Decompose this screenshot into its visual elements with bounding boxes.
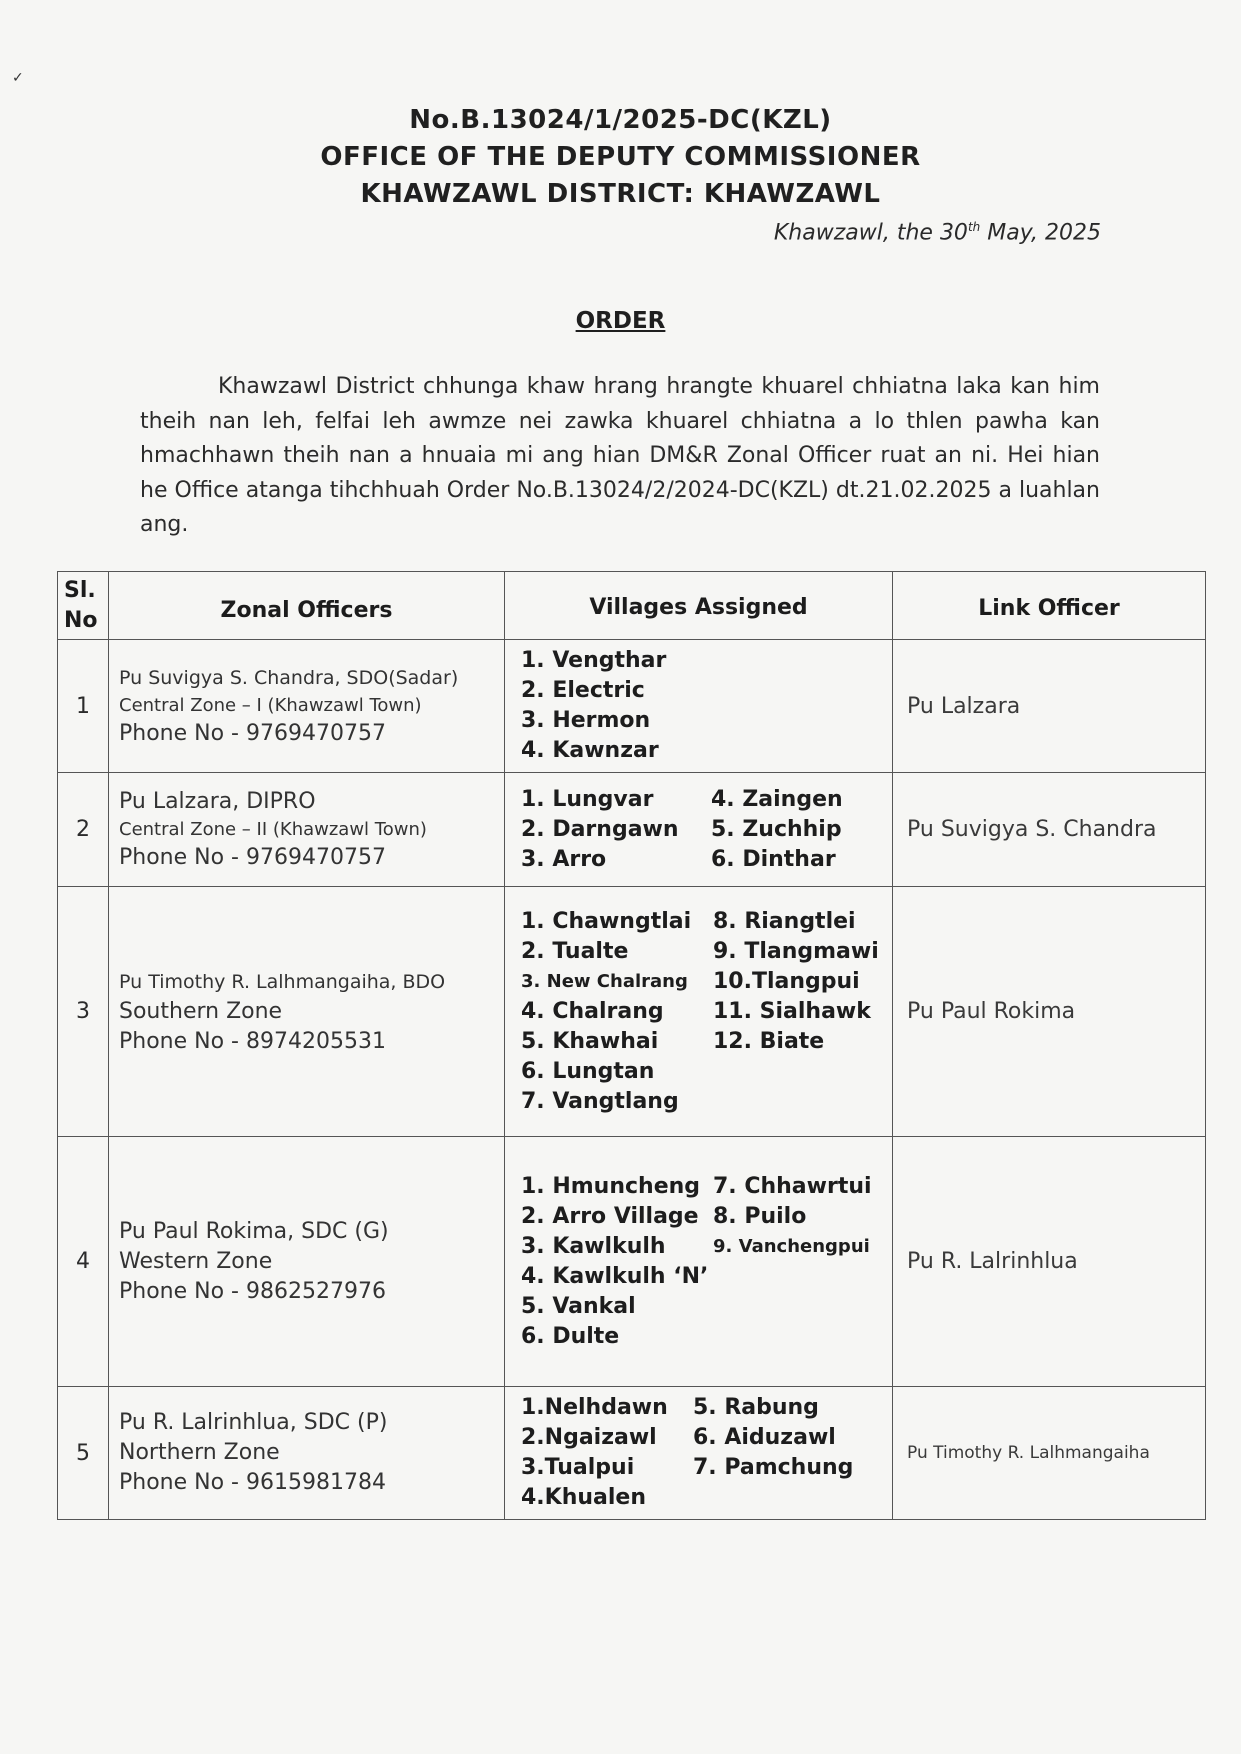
zonal-officer-cell	[109, 773, 505, 887]
village-item: 1.Nelhdawn	[521, 1395, 668, 1420]
order-body-paragraph: Khawzawl District chhunga khaw hrang hrangte khuarel chhiatna laka kan him theih nan leh, felfai leh awmze nei zawka khuarel chhiatna a lo thlen pawha kan hmachhawn theih nan a hnuaia mi ang hian DM&R Zonal Officer ruat an ni. Hei hian he Office atanga tihchhuah Order No.B.13024/2/2024-DC(KZL) dt.21.02.2025 a luahlan ang.	[140, 374, 1100, 537]
officer-name: Pu Suvigya S. Chandra, SDO(Sadar)	[119, 667, 459, 689]
village-item: 1. Chawngtlai	[521, 908, 692, 934]
district-title: KHAWZAWL DISTRICT: KHAWZAWL	[360, 179, 881, 209]
officer-phone: Phone No - 9862527976	[119, 1278, 386, 1304]
villages-cell	[505, 640, 893, 773]
village-item: 9. Tlangmawi	[713, 938, 879, 964]
header-link-officer: Link Officer	[893, 572, 1206, 640]
village-item: 6. Dulte	[521, 1323, 620, 1349]
table-row	[58, 1137, 1206, 1387]
header-zonal-officers: Zonal Officers	[109, 572, 505, 640]
officer-phone: Phone No - 9769470757	[119, 721, 386, 746]
village-item: 3. Arro	[521, 846, 607, 872]
table-row	[58, 773, 1206, 887]
villages-column-left	[521, 1393, 671, 1513]
village-item: 2. Electric	[521, 678, 645, 703]
order-heading: ORDER	[575, 308, 666, 334]
table-header-row	[58, 572, 1206, 640]
villages-cell	[505, 1387, 893, 1520]
officer-name: Pu Paul Rokima, SDC (G)	[119, 1218, 389, 1244]
officer-phone: Phone No - 8974205531	[119, 1028, 386, 1054]
villages-column-left	[521, 646, 666, 766]
date-ordinal-suffix: th	[967, 220, 981, 234]
table-row	[58, 887, 1206, 1137]
zonal-officers-table	[57, 571, 1206, 1520]
village-item: 4. Zaingen	[711, 786, 843, 812]
village-item: 5. Rabung	[693, 1395, 819, 1420]
table-row	[58, 1387, 1206, 1520]
reference-number: No.B.13024/1/2025-DC(KZL)	[409, 105, 832, 135]
officer-name: Pu R. Lalrinhlua, SDC (P)	[119, 1410, 388, 1435]
row-sl-no: 3	[58, 887, 109, 1137]
village-item: 4.Khualen	[521, 1485, 647, 1510]
officer-name: Pu Lalzara, DIPRO	[119, 788, 316, 814]
village-item: 10.Tlangpui	[713, 968, 860, 994]
village-item: 3. Kawlkulh	[521, 1233, 666, 1259]
zonal-officer-cell	[109, 640, 505, 773]
village-item: 3. New Chalrang	[521, 970, 688, 992]
village-item: 7. Chhawrtui	[713, 1173, 872, 1199]
villages-column-left	[521, 907, 701, 1117]
link-officer-cell: Pu Suvigya S. Chandra	[893, 773, 1206, 887]
link-officer-cell: Pu Paul Rokima	[893, 887, 1206, 1137]
village-item: 2. Darngawn	[521, 816, 679, 842]
office-title: OFFICE OF THE DEPUTY COMMISSIONER	[320, 142, 921, 172]
villages-column-right	[713, 907, 879, 1117]
row-sl-no: 2	[58, 773, 109, 887]
row-sl-no: 4	[58, 1137, 109, 1387]
village-item: 1. Vengthar	[521, 648, 667, 673]
villages-column-left	[521, 785, 691, 875]
place-date-prefix: Khawzawl, the 30	[773, 220, 968, 246]
village-item: 1. Hmuncheng	[521, 1173, 701, 1199]
officer-zone: Central Zone – I (Khawzawl Town)	[119, 695, 422, 716]
village-item: 2. Tualte	[521, 938, 629, 964]
zonal-officer-cell	[109, 1137, 505, 1387]
villages-column-left	[521, 1172, 709, 1352]
zonal-officer-cell	[109, 887, 505, 1137]
village-item: 2. Arro Village	[521, 1203, 699, 1229]
village-item: 7. Vangtlang	[521, 1088, 679, 1114]
village-item: 4. Kawnzar	[521, 738, 659, 763]
village-item: 3. Hermon	[521, 708, 651, 733]
link-officer-cell: Pu Lalzara	[893, 640, 1206, 773]
officer-zone: Southern Zone	[119, 998, 283, 1024]
table-row	[58, 640, 1206, 773]
villages-cell	[505, 1137, 893, 1387]
margin-tick-mark: ✓	[12, 70, 24, 86]
village-item: 6. Lungtan	[521, 1058, 655, 1084]
village-item: 9. Vanchengpui	[713, 1235, 870, 1257]
officer-zone: Central Zone – II (Khawzawl Town)	[119, 818, 427, 840]
village-item: 6. Dinthar	[711, 846, 836, 872]
link-officer-cell: Pu Timothy R. Lalhmangaiha	[893, 1387, 1206, 1520]
villages-column-right	[713, 1172, 872, 1352]
officer-phone: Phone No - 9769470757	[119, 844, 386, 870]
village-item: 7. Pamchung	[693, 1455, 854, 1480]
village-item: 4. Chalrang	[521, 998, 664, 1024]
place-date-rest: May, 2025	[980, 220, 1101, 246]
village-item: 5. Vankal	[521, 1293, 636, 1319]
village-item: 8. Puilo	[713, 1203, 807, 1229]
officer-zone: Western Zone	[119, 1248, 273, 1274]
village-item: 11. Sialhawk	[713, 998, 871, 1024]
officer-zone: Northern Zone	[119, 1440, 280, 1465]
village-item: 1. Lungvar	[521, 786, 654, 812]
header-sl-no: Sl. No	[58, 572, 109, 640]
link-officer-cell: Pu R. Lalrinhlua	[893, 1137, 1206, 1387]
village-item: 8. Riangtlei	[713, 908, 856, 934]
zonal-officer-cell	[109, 1387, 505, 1520]
row-sl-no: 1	[58, 640, 109, 773]
village-item: 4. Kawlkulh ‘N’	[521, 1263, 709, 1289]
village-item: 2.Ngaizawl	[521, 1425, 657, 1450]
officer-phone: Phone No - 9615981784	[119, 1470, 386, 1495]
row-sl-no: 5	[58, 1387, 109, 1520]
villages-column-right	[711, 785, 843, 875]
villages-cell	[505, 887, 893, 1137]
header-villages-assigned: Villages Assigned	[505, 572, 893, 640]
village-item: 6. Aiduzawl	[693, 1425, 836, 1450]
village-item: 5. Khawhai	[521, 1028, 659, 1054]
village-item: 12. Biate	[713, 1028, 825, 1054]
villages-cell	[505, 773, 893, 887]
place-date	[774, 220, 1101, 245]
village-item: 5. Zuchhip	[711, 816, 842, 842]
villages-column-right	[693, 1393, 853, 1513]
village-item: 3.Tualpui	[521, 1455, 635, 1480]
officer-name: Pu Timothy R. Lalhmangaiha, BDO	[119, 970, 446, 993]
